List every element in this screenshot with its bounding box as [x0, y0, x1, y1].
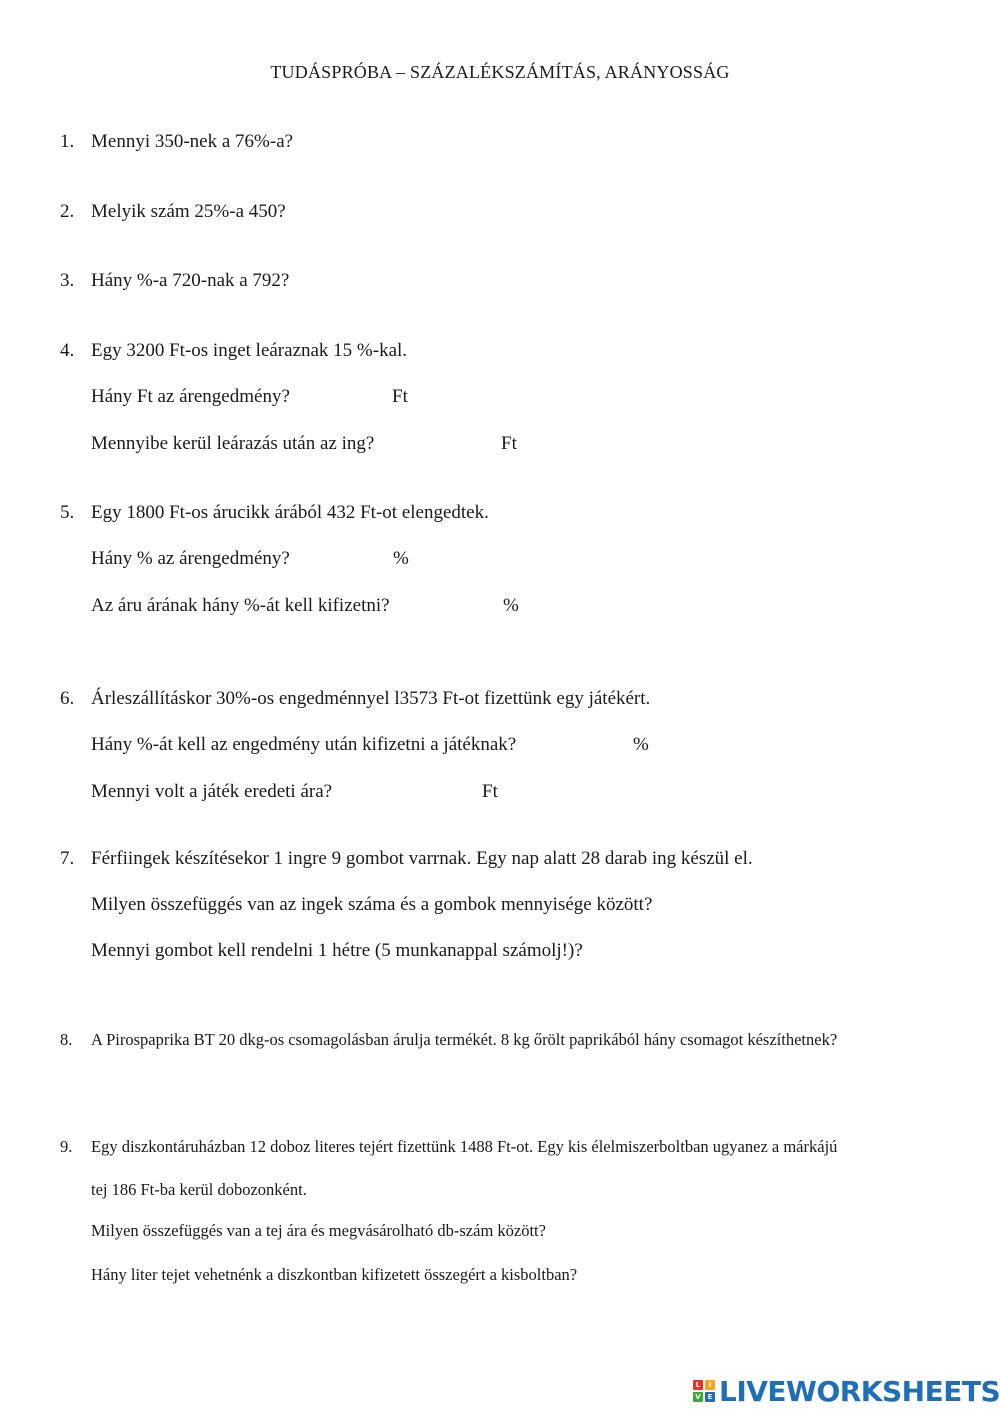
question-2-number: 2.	[60, 201, 75, 222]
question-9-number: 9.	[60, 1137, 73, 1156]
question-1-number: 1.	[60, 131, 75, 152]
question-9-text: Egy diszkontáruházban 12 doboz literes tejért fizettünk 1488 Ft-ot. Egy kis élelmiszerboltban ugyanez a márkájú	[91, 1137, 838, 1156]
question-3-number: 3.	[60, 270, 75, 291]
question-6-text: Árleszállításkor 30%-os engedménnyel l3573 Ft-ot fizettünk egy játékért.	[91, 688, 651, 709]
question-4-number: 4.	[60, 340, 75, 361]
page-title: TUDÁSPRÓBA – SZÁZALÉKSZÁMÍTÁS, ARÁNYOSSÁG	[270, 62, 730, 82]
question-7a-text: Milyen összefüggés van az ingek száma és a gombok mennyisége között?	[91, 894, 653, 915]
question-8-number: 8.	[60, 1030, 73, 1049]
question-6b-text: Mennyi volt a játék eredeti ára?	[91, 781, 333, 802]
question-7-text: Férfiingek készítésekor 1 ingre 9 gombot varrnak. Egy nap alatt 28 darab ing készül el.	[91, 848, 753, 869]
question-4a-text: Hány Ft az árengedmény?	[91, 386, 290, 407]
question-3-text: Hány %-a 720-nak a 792?	[91, 270, 290, 291]
question-4b-unit: Ft	[501, 433, 517, 454]
question-9a-text: Milyen összefüggés van a tej ára és megvásárolható db-szám között?	[91, 1221, 546, 1240]
question-4-text: Egy 3200 Ft-os inget leáraznak 15 %-kal.	[91, 340, 408, 361]
question-1-text: Mennyi 350-nek a 76%-a?	[91, 131, 294, 152]
question-5a-text: Hány % az árengedmény?	[91, 548, 290, 569]
logo-tile-l: L	[693, 1380, 703, 1390]
liveworksheets-logo-text: LIVEWORKSHEETS	[719, 1374, 1000, 1408]
question-9b-text: Hány liter tejet vehetnénk a diszkontban kifizetett összegért a kisboltban?	[91, 1265, 578, 1284]
question-6-number: 6.	[60, 688, 75, 709]
question-5-number: 5.	[60, 502, 75, 523]
question-6b-unit: Ft	[482, 781, 498, 802]
question-4b-text: Mennyibe kerül leárazás után az ing?	[91, 433, 375, 454]
logo-tile-e: E	[705, 1392, 715, 1402]
question-5b-text: Az áru árának hány %-át kell kifizetni?	[91, 595, 390, 616]
question-5b-unit: %	[503, 595, 519, 616]
question-5-text: Egy 1800 Ft-os árucikk árából 432 Ft-ot elengedtek.	[91, 502, 489, 523]
logo-tile-i: I	[705, 1380, 715, 1390]
question-4a-unit: Ft	[392, 386, 408, 407]
logo-tile-v: V	[693, 1392, 703, 1402]
question-2-text: Melyik szám 25%-a 450?	[91, 201, 286, 222]
question-9-continuation: tej 186 Ft-ba kerül dobozonként.	[91, 1180, 307, 1199]
question-6a-text: Hány %-át kell az engedmény után kifizetni a játéknak?	[91, 734, 517, 755]
question-6a-unit: %	[633, 734, 649, 755]
liveworksheets-logo-icon	[693, 1380, 715, 1402]
question-5a-unit: %	[393, 548, 409, 569]
question-7b-text: Mennyi gombot kell rendelni 1 hétre (5 munkanappal számolj!)?	[91, 940, 583, 961]
question-8-text: A Pirospaprika BT 20 dkg-os csomagolásban árulja termékét. 8 kg őrölt paprikából hány csomagot készíthetnek?	[91, 1030, 838, 1049]
liveworksheets-logo	[693, 1374, 1000, 1408]
question-7-number: 7.	[60, 848, 75, 869]
